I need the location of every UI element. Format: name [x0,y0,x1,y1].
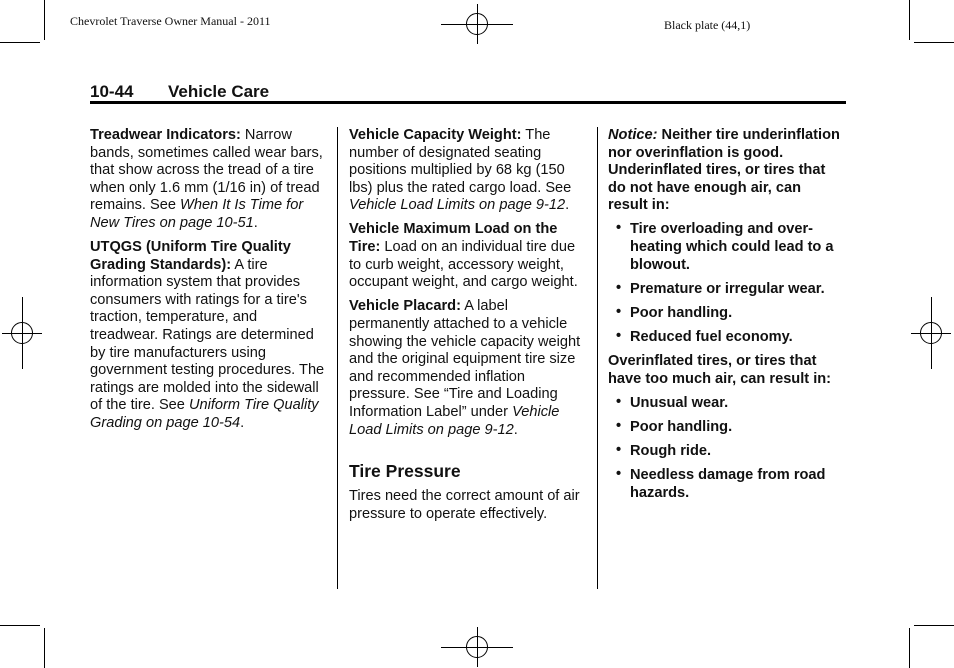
column-2 [349,127,589,530]
term-label: Vehicle Placard: [349,298,461,315]
definition-text: The number of designated seating positions multiplied by 68 kg (150 lbs) plus the rated cargo load. See [349,127,572,196]
underinflation-list [608,221,844,346]
crop-mark-bl-h [0,625,40,626]
column-divider-1 [337,127,338,589]
term-label: Treadwear Indicators: [90,127,241,143]
crop-mark-br-h [914,625,954,626]
punctuation: . [565,197,570,214]
column-3 [608,127,844,509]
utqgs-paragraph [90,239,326,433]
manual-title: Chevrolet Traverse Owner Manual - 2011 [70,14,271,28]
term-label: Vehicle Maximum Load on the Tire: [349,221,558,256]
section-title: Vehicle Care [168,82,270,101]
punctuation: . [253,214,258,231]
notice-paragraph [608,127,844,215]
crop-mark-tl-h [0,42,40,43]
section-header [90,82,269,102]
overinflation-list [608,395,844,502]
crop-mark-br-v [909,628,910,668]
plate-label: Black plate (44,1) [664,18,751,32]
pressure-paragraph: Tires need the correct amount of air pressure to operate effectively. [349,488,580,522]
maxload-paragraph [349,221,589,291]
capacity-paragraph [349,127,589,215]
registration-mark-bottom [457,627,497,667]
definition-text: Narrow bands, sometimes called wear bars, that show across the tread of a tire when only 1.6 mm (1/16 in) of tread remains. See [90,127,323,214]
cross-reference[interactable]: When It Is Time for New Tires on page 10-51 [90,197,304,231]
crop-mark-tr-h [914,42,954,43]
punctuation: . [513,421,518,438]
section-heading: Tire Pressure [349,461,461,482]
cross-reference[interactable]: Vehicle Load Limits on page 9-12 [349,403,560,438]
crop-mark-tl-v [44,0,45,40]
list-item: • Unusual wear. [630,395,844,413]
list-item: • Rough ride. [630,443,844,461]
cross-reference[interactable]: Uniform Tire Quality Grading on page 10-54 [90,397,319,431]
column-1 [90,127,326,439]
treadwear-paragraph [90,127,326,233]
notice-text: Neither tire underinflation nor overinflation is good. Underinflated tires, or tires that do not have enough air, can result in: [608,127,840,214]
column-divider-2 [597,127,598,589]
registration-mark-top [457,4,497,44]
list-item: • Poor handling. [630,419,844,437]
placard-paragraph [349,298,589,439]
registration-mark-left [2,313,42,353]
list-item: • Poor handling. [630,305,844,323]
definition-text: A label permanently attached to a vehicle showing the vehicle capacity weight and the original equipment tire size and recommended inflation pressure. See “Tire and Loading Information Label” under [349,298,581,420]
definition-text: A tire information system that provides consumers with ratings for a tire's traction, temperature, and treadwear. Ratings are determined by tire manufacturers using government testing procedures. The ratings are molded into the sidewall of the tire. See [90,256,325,414]
registration-mark-right [911,313,951,353]
list-item: • Tire overloading and over-heating which could lead to a blowout. [630,221,844,274]
term-label: Vehicle Capacity Weight: [349,127,522,143]
list-item: • Reduced fuel economy. [630,329,844,347]
definition-text: Load on an individual tire due to curb weight, accessory weight, occupant weight, and cargo weight. [349,239,578,291]
cross-reference[interactable]: Vehicle Load Limits on page 9-12 [349,197,566,214]
list-item: • Premature or irregular wear. [630,281,844,299]
punctuation: . [240,415,245,431]
crop-mark-tr-v [909,0,910,40]
header-rule [90,101,846,104]
crop-mark-bl-v [44,628,45,668]
overinflation-intro: Overinflated tires, or tires that have too much air, can result in: [608,353,832,387]
page-number: 10-44 [90,82,134,101]
notice-label: Notice: [608,127,658,143]
list-item: • Needless damage from road hazards. [630,467,844,502]
term-label: UTQGS (Uniform Tire Quality Grading Standards): [90,239,291,273]
